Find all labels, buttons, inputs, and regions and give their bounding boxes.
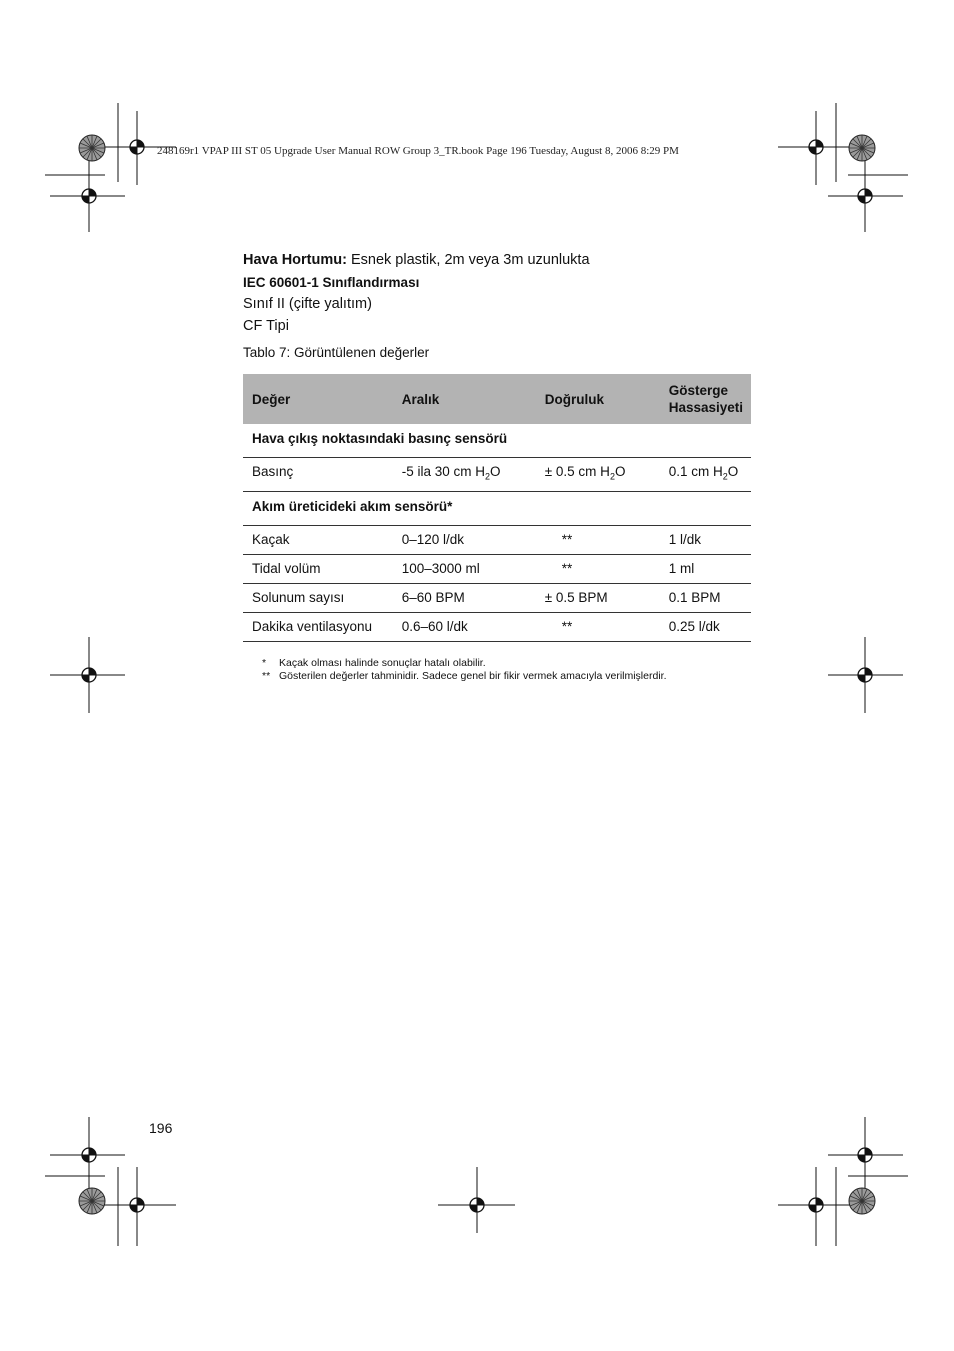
class-line: Sınıf II (çifte yalıtım) xyxy=(243,296,372,312)
cell-resolution: 1 l/dk xyxy=(660,525,751,554)
section-row xyxy=(243,491,751,525)
footnote xyxy=(262,657,667,670)
footnotes xyxy=(262,657,667,683)
cell-name: Kaçak xyxy=(243,525,393,554)
cell-resolution: 1 ml xyxy=(660,554,751,583)
air-hose-spec xyxy=(243,252,590,268)
displayed-values-table xyxy=(243,374,751,642)
print-info-header: 248169r1 VPAP III ST 05 Upgrade User Manual ROW Group 3_TR.book Page 196 Tuesday, August 8, 2006 8:29 PM xyxy=(157,145,679,157)
cell-resolution: 0.25 l/dk xyxy=(660,612,751,641)
footnote-marker: ** xyxy=(262,670,271,682)
table-row xyxy=(243,525,751,554)
cell-range: 6–60 BPM xyxy=(393,583,536,612)
iec-heading: IEC 60601-1 Sınıflandırması xyxy=(243,275,420,290)
section-flow-sensor: Akım üreticideki akım sensörü* xyxy=(243,491,751,525)
table-row xyxy=(243,612,751,641)
cell-accuracy: ± 0.5 cm $H_2O$ xyxy=(536,458,660,492)
page-number: 196 xyxy=(149,1120,173,1136)
table-row xyxy=(243,583,751,612)
header-accuracy: Doğruluk xyxy=(536,374,660,424)
section-pressure-sensor: Hava çıkış noktasındaki basınç sensörü xyxy=(243,424,751,458)
footnote xyxy=(262,670,667,683)
cell-name: Dakika ventilasyonu xyxy=(243,612,393,641)
cell-resolution: 0.1 cm $H_2O$ xyxy=(660,458,751,492)
header-range: Aralık xyxy=(393,374,536,424)
cell-resolution: 0.1 BPM xyxy=(660,583,751,612)
cell-range: -5 ila 30 cm $H_2O$ xyxy=(393,458,536,492)
air-hose-label: Hava Hortumu: xyxy=(243,252,347,268)
cell-range: 0–120 l/dk xyxy=(393,525,536,554)
table-row xyxy=(243,554,751,583)
header-value: Değer xyxy=(243,374,393,424)
table-caption: Tablo 7: Görüntülenen değerler xyxy=(243,345,430,360)
cell-name: Tidal volüm xyxy=(243,554,393,583)
cell-name: Solunum sayısı xyxy=(243,583,393,612)
footnote-text: Kaçak olması halinde sonuçlar hatalı olabilir. xyxy=(279,657,486,669)
type-line: CF Tipi xyxy=(243,318,289,334)
cell-range: 100–3000 ml xyxy=(393,554,536,583)
cell-accuracy: ** xyxy=(536,612,660,641)
header-resolution: Gösterge Hassasiyeti xyxy=(660,374,751,424)
cell-accuracy: ± 0.5 BPM xyxy=(536,583,660,612)
cell-name: Basınç xyxy=(243,458,393,492)
table-row xyxy=(243,458,751,492)
table-header-row xyxy=(243,374,751,424)
air-hose-value: Esnek plastik, 2m veya 3m uzunlukta xyxy=(346,252,590,268)
cell-accuracy: ** xyxy=(536,554,660,583)
footnote-text: Gösterilen değerler tahminidir. Sadece genel bir fikir vermek amacıyla verilmişlerdir. xyxy=(279,670,667,682)
footnote-marker: * xyxy=(262,657,267,669)
cell-range: 0.6–60 l/dk xyxy=(393,612,536,641)
cell-accuracy: ** xyxy=(536,525,660,554)
section-row xyxy=(243,424,751,458)
